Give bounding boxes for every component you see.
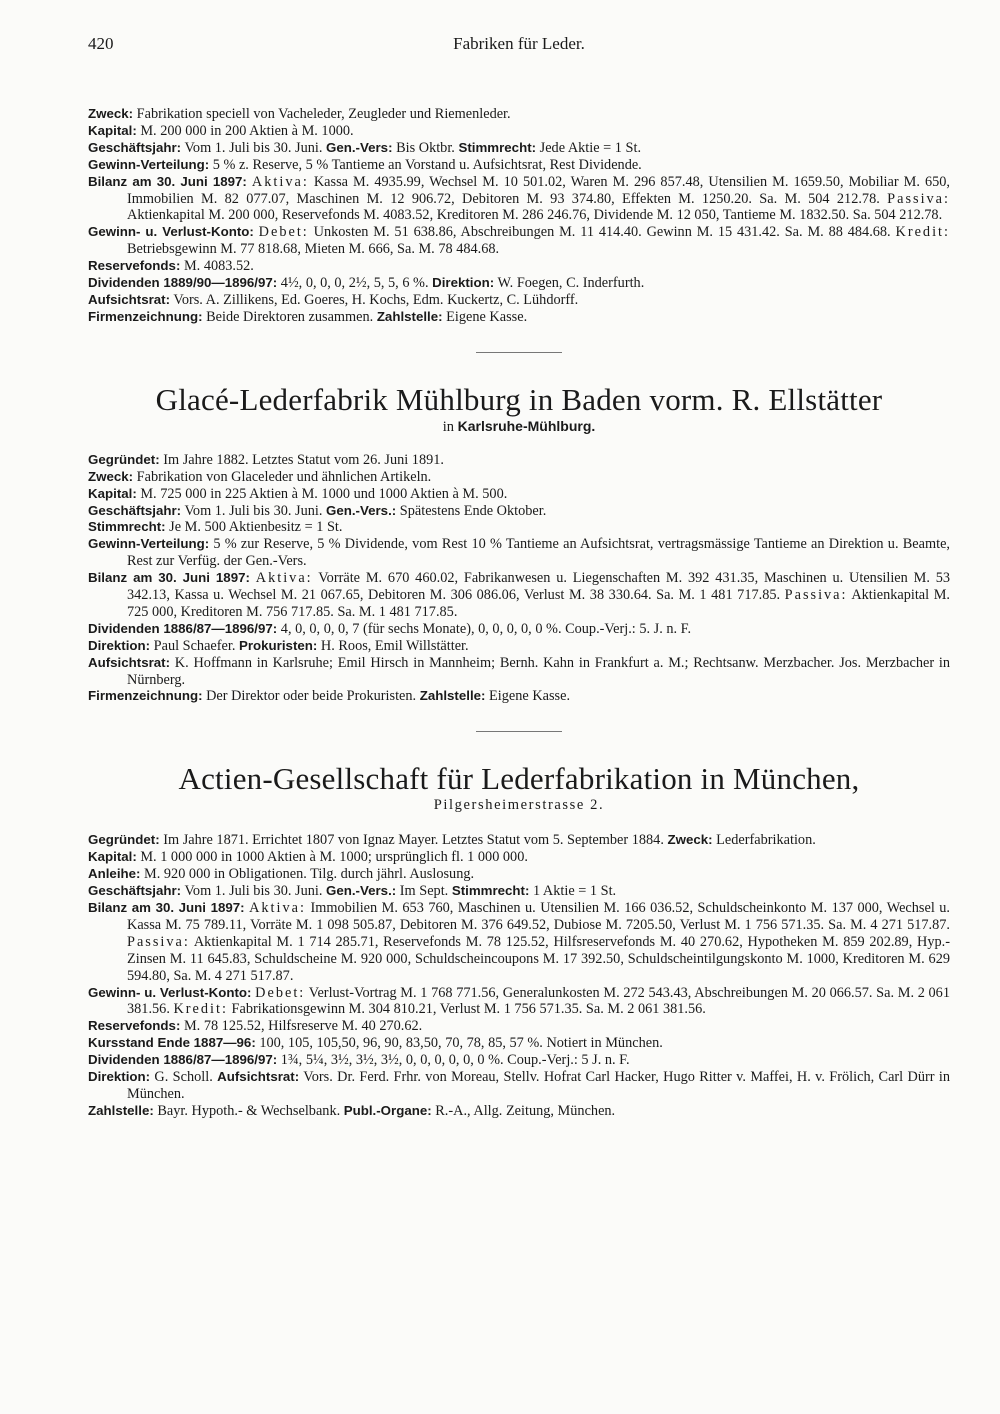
entry-label: Kapital:	[88, 122, 137, 138]
entry	[88, 832, 950, 849]
entry-text: Vors. Dr. Ferd. Frhr. von Moreau, Stellv. Hofrat Carl Hacker, Hugo Ritter v. Maffei, H. v. Frölich, Carl Dürr in München.	[127, 1069, 950, 1102]
entry-text: Der Direktor oder beide Prokuristen.	[206, 688, 417, 705]
entry	[88, 1018, 950, 1035]
entry-subhead: Debet:	[255, 984, 306, 1001]
entry-label: Gewinn-Verteilung:	[88, 536, 210, 552]
entry-text: Immobilien M. 653 760, Maschinen u. Utensilien M. 166 036.52, Schuldscheinkonto M. 137 000, Wechsel u. Kassa M. 75 789.11, Vorräte M. 1 098 505.87, Debitoren M. 376 649.52, Dubiose M. 7205.50, Verlust M. 1 756 571.35. Sa. M. 4 271 517.87.	[127, 900, 950, 933]
entry-label: Geschäftsjahr:	[88, 883, 182, 899]
entry	[88, 140, 950, 157]
entry-label: Geschäftsjahr:	[88, 502, 182, 518]
entry-text: Lederfabrikation.	[716, 832, 816, 849]
entry-text: W. Foegen, C. Inderfurth.	[497, 275, 645, 292]
entry-text: Eigene Kasse.	[489, 688, 571, 705]
entry-label: Direktion:	[432, 275, 495, 291]
entry-label: Zweck:	[88, 106, 134, 121]
entry-text: H. Roos, Emil Willstätter.	[320, 637, 469, 654]
entry-label: Bilanz am 30. Juni 1897:	[88, 173, 247, 189]
entry-text: M. 920 000 in Obligationen. Tilg. durch jährl. Auslosung.	[144, 866, 475, 883]
entry-text: Fabrikationsgewinn M. 304 810.21, Verlust M. 1 756 571.35. Sa. M. 2 061 381.56.	[231, 1001, 706, 1018]
entry-label: Gewinn- u. Verlust-Konto:	[88, 224, 254, 240]
entry	[88, 688, 950, 705]
entry-label: Zahlstelle:	[376, 308, 443, 324]
entry-subhead: Kredit:	[173, 1001, 228, 1018]
page-number: 420	[88, 34, 114, 53]
entry-label: Publ.-Organe:	[343, 1102, 432, 1118]
entry-text: Vorräte M. 670 460.02, Fabrikanwesen u. Liegenschaften M. 392 431.35, Maschinen u. Utensilien M. 53 342.13, Kassa u. Wechsel M. 21 067.65, Debitoren M. 306 086.06, Verlust M. 38 330.64. Sa. M. 1 481 717.85.	[127, 570, 951, 604]
entry-label: Gegründet:	[88, 832, 160, 848]
entry-text: 4½, 0, 0, 0, 2½, 5, 5, 6 %.	[280, 275, 429, 292]
entry	[88, 123, 950, 140]
running-title: Fabriken für Leder.	[453, 34, 585, 53]
entry	[88, 570, 950, 621]
entry-label: Zweck:	[88, 468, 134, 484]
entry-text: Kassa M. 4935.99, Wechsel M. 10 501.02, Waren M. 296 857.48, Utensilien M. 1659.50, Mobiliar M. 650, Immobilien M. 82 077.07, Maschinen M. 12 906.72, Debitoren M. 93 374.80, Effekten M. 1250.20. Sa. M. 504 212.78.	[127, 173, 951, 207]
entry	[88, 258, 950, 275]
entry-text: Fabrikation von Glaceleder und ähnlichen Artikeln.	[136, 468, 432, 485]
entry-text: Je M. 500 Aktienbesitz = 1 St.	[169, 519, 343, 536]
entry-text: Paul Schaefer.	[153, 637, 236, 654]
company-title-2: Glacé-Lederfabrik Mühlburg in Baden vorm. R. Ellstätter	[155, 381, 883, 417]
entry	[88, 849, 950, 866]
entry-label: Zweck:	[667, 832, 713, 848]
entry	[88, 883, 950, 900]
entry	[88, 292, 950, 309]
entry-subhead: Passiva:	[127, 933, 190, 950]
entry-text: M. 4083.52.	[183, 258, 254, 275]
entry	[88, 536, 950, 570]
entry-label: Gen.-Vers:	[326, 139, 393, 155]
entry-label: Gegründet:	[88, 451, 160, 467]
entry-text: R.-A., Allg. Zeitung, München.	[435, 1102, 616, 1119]
entry-label: Kapital:	[88, 485, 137, 501]
company-entry-2	[88, 452, 950, 706]
entry-text: Eigene Kasse.	[446, 308, 528, 325]
entry-label: Anleihe:	[88, 866, 141, 882]
entry-text: Im Jahre 1882. Letztes Statut vom 26. Juni 1891.	[163, 451, 444, 468]
entry-label: Stimmrecht:	[88, 519, 166, 535]
entry-text: 5 % zur Reserve, 5 % Dividende, vom Rest 10 % Tantieme an Aufsichtsrat, vertragsmässige Tantieme an Direktion u. Beamte, Rest zur Verfüg. der Gen.-Vers.	[127, 536, 950, 570]
entry	[88, 621, 950, 638]
entry-text: Jede Aktie = 1 St.	[539, 139, 642, 156]
entry-label: Dividenden 1889/90—1896/97:	[88, 275, 278, 291]
entry-label: Stimmrecht:	[451, 883, 530, 899]
entry-label: Aufsichtsrat:	[88, 291, 171, 307]
entry-text: Im Sept.	[399, 883, 449, 900]
entry	[88, 452, 950, 469]
page-header	[88, 34, 950, 62]
section-divider	[476, 731, 562, 732]
entry-label: Aufsichtsrat:	[217, 1069, 300, 1085]
entry-label: Gen.-Vers.:	[326, 502, 397, 518]
entry-subhead: Passiva:	[784, 587, 848, 604]
entry-label: Reservefonds:	[88, 258, 181, 274]
entry-text: 1 Aktie = 1 St.	[533, 883, 617, 900]
entry	[88, 985, 950, 1019]
entry	[88, 503, 950, 520]
entry-text: Betriebsgewinn M. 77 818.68, Mieten M. 666, Sa. M. 78 484.68.	[127, 241, 500, 258]
entry	[88, 1035, 950, 1052]
entry	[88, 866, 950, 883]
entry	[88, 655, 950, 689]
entry-text: Vom 1. Juli bis 30. Juni.	[184, 883, 323, 900]
entry-label: Aufsichtsrat:	[88, 654, 171, 670]
entry-label: Direktion:	[88, 637, 151, 653]
entry-label: Prokuristen:	[239, 637, 318, 653]
section-divider	[476, 352, 562, 353]
entry	[88, 106, 950, 123]
entry-label: Kursstand Ende 1887—96:	[88, 1035, 256, 1051]
company-address-3: Pilgersheimerstrasse 2.	[433, 797, 605, 814]
entry-label: Firmenzeichnung:	[88, 308, 203, 324]
entry-text: 1¾, 5¼, 3½, 3½, 3½, 0, 0, 0, 0, 0, 0 %. Coup.-Verj.: 5 J. n. F.	[280, 1052, 630, 1069]
entry	[88, 1069, 950, 1103]
entry-label: Reservefonds:	[88, 1018, 181, 1034]
entry-text: Aktienkapital M. 725 000, Kreditoren M. 756 717.85. Sa. M. 1 481 717.85.	[127, 587, 950, 620]
entry-subhead: Aktiva:	[249, 900, 306, 916]
entry-text: K. Hoffmann in Karlsruhe; Emil Hirsch in Mannheim; Bernh. Kahn in Frankfurt a. M.; Rechtsanw. Merzbacher. Jos. Merzbacher in Nürnberg.	[127, 654, 950, 688]
entry-subhead: Aktiva:	[255, 570, 313, 587]
entry	[88, 157, 950, 174]
entry-text: Aktienkapital M. 1 714 285.71, Reservefonds M. 78 125.52, Hilfsreservefonds M. 40 270.62, Hypotheken M. 859 202.89, Hyp.-Zinsen M. 11 645.83, Schuldscheine M. 920 000, Schuldscheincoupons M. 17 392.50, Schuldscheintilgungskonto M. 1000, Kreditoren M. 629 594.80, Sa. M. 4 271 517.87.	[127, 933, 950, 984]
entry	[88, 1103, 950, 1120]
entry	[88, 275, 950, 292]
entry-subhead: Debet:	[258, 224, 309, 241]
entry	[88, 224, 950, 258]
entry-text: Verlust-Vortrag M. 1 768 771.56, Generalunkosten M. 272 543.43, Abschreibungen M. 20 066.57. Sa. M. 2 061 381.56.	[127, 984, 950, 1018]
company-title-3: Actien-Gesellschaft für Lederfabrikation in München,	[178, 761, 860, 797]
entry-text: Vom 1. Juli bis 30. Juni.	[184, 502, 323, 519]
entry	[88, 469, 950, 486]
entry-label: Dividenden 1886/87—1896/97:	[88, 620, 278, 636]
entry-label: Zahlstelle:	[88, 1102, 154, 1118]
company-entry-3	[88, 832, 950, 1119]
entry-text: 5 % z. Reserve, 5 % Tantieme an Vorstand u. Aufsichtsrat, Rest Dividende.	[212, 156, 642, 173]
entry-text: Vors. A. Zillikens, Ed. Goeres, H. Kochs, Edm. Kuckertz, C. Lühdorff.	[173, 291, 579, 308]
entry-label: Bilanz am 30. Juni 1897:	[88, 900, 245, 915]
entry-text: 4, 0, 0, 0, 0, 7 (für sechs Monate), 0, 0, 0, 0, 0 %. Coup.-Verj.: 5. J. n. F.	[280, 620, 692, 637]
entry-label: Stimmrecht:	[458, 139, 537, 155]
entry	[88, 638, 950, 655]
entry-text: Im Jahre 1871. Errichtet 1807 von Ignaz Mayer. Letztes Statut vom 5. September 1884.	[163, 832, 664, 849]
entry-text: G. Scholl.	[154, 1069, 213, 1086]
entry-label: Gewinn-Verteilung:	[88, 156, 210, 172]
entry-text: Bis Oktbr.	[396, 139, 455, 156]
entry-text: Bayr. Hypoth.- & Wechselbank.	[157, 1102, 341, 1119]
entry	[88, 900, 950, 985]
entry	[88, 486, 950, 503]
entry	[88, 309, 950, 326]
entry-label: Gewinn- u. Verlust-Konto:	[88, 984, 252, 1000]
entry-text: Fabrikation speciell von Vacheleder, Zeugleder und Riemenleder.	[136, 106, 511, 122]
document-page	[88, 34, 950, 1120]
entry-text: Aktienkapital M. 200 000, Reservefonds M. 4083.52, Kreditoren M. 286 246.76, Dividende M. 12 050, Tantieme M. 1832.50. Sa. 504 212.78.	[127, 207, 943, 224]
entry-label: Geschäftsjahr:	[88, 139, 182, 155]
entry-label: Direktion:	[88, 1069, 151, 1085]
entry-label: Kapital:	[88, 849, 137, 865]
entry-text: M. 1 000 000 in 1000 Aktien à M. 1000; ursprünglich fl. 1 000 000.	[140, 849, 528, 866]
entry-subhead: Kredit:	[895, 224, 950, 241]
entry-text: M. 78 125.52, Hilfsreserve M. 40 270.62.	[183, 1018, 423, 1035]
entry-text: 100, 105, 105,50, 96, 90, 83,50, 70, 78, 85, 57 %. Notiert in München.	[259, 1035, 663, 1052]
entry-text: Spätestens Ende Oktober.	[399, 502, 547, 519]
entry-label: Dividenden 1886/87—1896/97:	[88, 1052, 278, 1068]
entry	[88, 1052, 950, 1069]
entry-subhead: Passiva:	[887, 190, 951, 207]
entry-text: Beide Direktoren zusammen.	[206, 308, 374, 325]
entry	[88, 174, 950, 225]
entry-label: Zahlstelle:	[419, 688, 486, 704]
entry-label: Firmenzeichnung:	[88, 688, 203, 704]
entry-label: Gen.-Vers.:	[326, 883, 397, 899]
entry	[88, 519, 950, 536]
company-location-2: in Karlsruhe-Mühlburg.	[442, 417, 596, 435]
entry-label: Bilanz am 30. Juni 1897:	[88, 570, 250, 586]
entry-text: M. 725 000 in 225 Aktien à M. 1000 und 1000 Aktien à M. 500.	[140, 485, 508, 502]
entry-text: Unkosten M. 51 638.86, Abschreibungen M. 11 414.40. Gewinn M. 15 431.42. Sa. M. 88 484.68.	[313, 224, 891, 241]
entry-subhead: Aktiva:	[251, 173, 309, 190]
entry-text: Vom 1. Juli bis 30. Juni.	[184, 139, 323, 156]
company-entry-1	[88, 106, 950, 326]
entry-text: M. 200 000 in 200 Aktien à M. 1000.	[140, 122, 354, 139]
